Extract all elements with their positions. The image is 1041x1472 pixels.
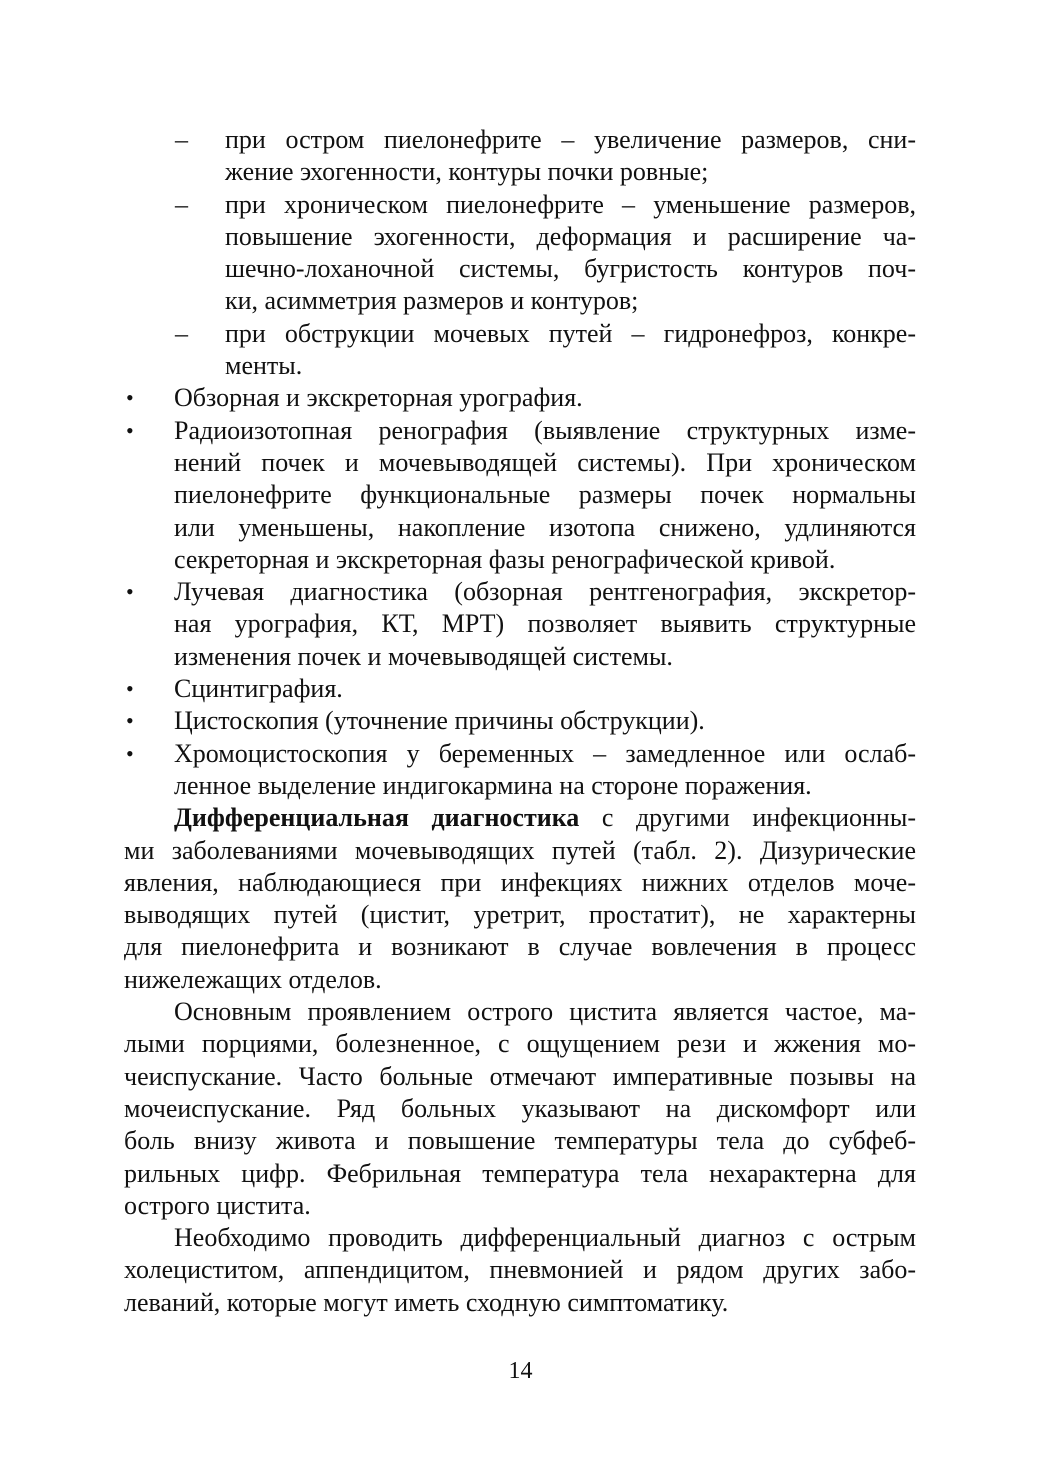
bullet-item [124, 382, 916, 414]
dash-marker: – [175, 189, 188, 219]
bullet-item-text: ная урография, КТ, МРТ) позволяет выявить структурные [174, 609, 916, 639]
bullet-item [124, 576, 916, 673]
paragraph-line: явления, наблюдающиеся при инфекциях нижних отделов моче- [124, 867, 916, 897]
dash-item-text: ки, асимметрия размеров и контуров; [225, 286, 639, 316]
bullet-item-text: или уменьшены, накопление изотопа снижено, удлиняются [174, 512, 916, 542]
paragraph-line: ми заболеваниями мочевыводящих путей (табл. 2). Дизурические [124, 835, 916, 865]
paragraph-line: для пиелонефрита и возникают в случае вовлечения в процесс [124, 932, 916, 962]
paragraph-line: мочеиспускание. Ряд больных указывают на дискомфорт или [124, 1093, 916, 1123]
bullet-marker: • [126, 417, 134, 443]
conclusion-paragraph [124, 1222, 916, 1319]
dash-list [124, 124, 916, 382]
paragraph-line: боль внизу живота и повышение температуры тела до субфеб- [124, 1126, 916, 1156]
bullet-item-text: нений почек и мочевыводящей системы). При хроническом [174, 447, 916, 477]
dash-item-text: при хроническом пиелонефрите – уменьшение размеров, [225, 189, 916, 219]
bullet-item-text: ленное выделение индигокармина на стороне поражения. [174, 770, 812, 800]
bullet-item [124, 415, 916, 576]
cystitis-paragraph [124, 996, 916, 1222]
dash-item-text: шечно-лоханочной системы, бугристость контуров поч- [225, 254, 916, 284]
bullet-item-text: пиелонефрите функциональные размеры почек нормальны [174, 480, 916, 510]
bullet-item-text: Радиоизотопная ренография (выявление структурных изме- [174, 415, 916, 445]
bullet-item-text: изменения почек и мочевыводящей системы. [174, 641, 673, 671]
paragraph-line: рильных цифр. Фебрильная температура тела нехарактерна для [124, 1158, 916, 1188]
page-text [124, 124, 916, 1319]
paragraph-line: Необходимо проводить дифференциальный диагноз с острым [174, 1223, 916, 1253]
section-heading: Дифференциальная диагностика [174, 803, 580, 833]
bullet-item [124, 673, 916, 705]
bullet-marker: • [126, 708, 134, 734]
paragraph-line: холециститом, аппендицитом, пневмонией и рядом других забо- [124, 1255, 916, 1285]
dash-item-text: жение эхогенности, контуры почки ровные; [225, 157, 709, 187]
bullet-marker: • [126, 579, 134, 605]
paragraph-line: нижележащих отделов. [124, 964, 382, 994]
dash-item-text: повышение эхогенности, деформация и расширение ча- [225, 221, 916, 251]
dash-marker: – [175, 125, 188, 154]
paragraph-line: чеиспускание. Часто больные отмечают императивные позывы на [124, 1061, 916, 1091]
bullet-item-text: секреторная и экскреторная фазы ренографической кривой. [174, 544, 836, 574]
bullet-item-text: Сцинтиграфия. [174, 674, 343, 704]
bullet-item-text: Хромоцистоскопия у беременных – замедленное или ослаб- [174, 738, 916, 768]
paragraph-line: Основным проявлением острого цистита является частое, ма- [174, 997, 916, 1027]
paragraph-text: с другими инфекционны- [579, 803, 916, 833]
dash-item-text: менты. [225, 351, 303, 381]
dash-item [124, 124, 916, 189]
bullet-item [124, 738, 916, 803]
dash-item [124, 318, 916, 383]
differential-diagnosis-paragraph [124, 802, 916, 996]
paragraph-line: леваний, которые могут иметь сходную симптоматику. [124, 1287, 729, 1317]
dash-item-text: при остром пиелонефрите – увеличение размеров, сни- [225, 125, 916, 154]
paragraph-line: выводящих путей (цистит, уретрит, простатит), не характерны [124, 900, 916, 930]
dash-marker: – [175, 318, 188, 348]
bullet-item [124, 705, 916, 737]
dash-item-text: при обструкции мочевых путей – гидронефроз, конкре- [225, 318, 916, 348]
bullet-marker: • [126, 385, 134, 411]
bullet-marker: • [126, 740, 134, 766]
bullet-item-text: Цистоскопия (уточнение причины обструкции). [174, 706, 705, 736]
bullet-item-text: Лучевая диагностика (обзорная рентгенография, экскретор- [174, 577, 916, 607]
bullet-list [124, 382, 916, 802]
bullet-marker: • [126, 676, 134, 702]
bullet-item-text: Обзорная и экскреторная урография. [174, 383, 583, 413]
page-number: 14 [508, 1358, 533, 1384]
paragraph-line: лыми порциями, болезненное, с ощущением рези и жжения мо- [124, 1029, 916, 1059]
paragraph-line: острого цистита. [124, 1190, 311, 1220]
dash-item [124, 189, 916, 318]
